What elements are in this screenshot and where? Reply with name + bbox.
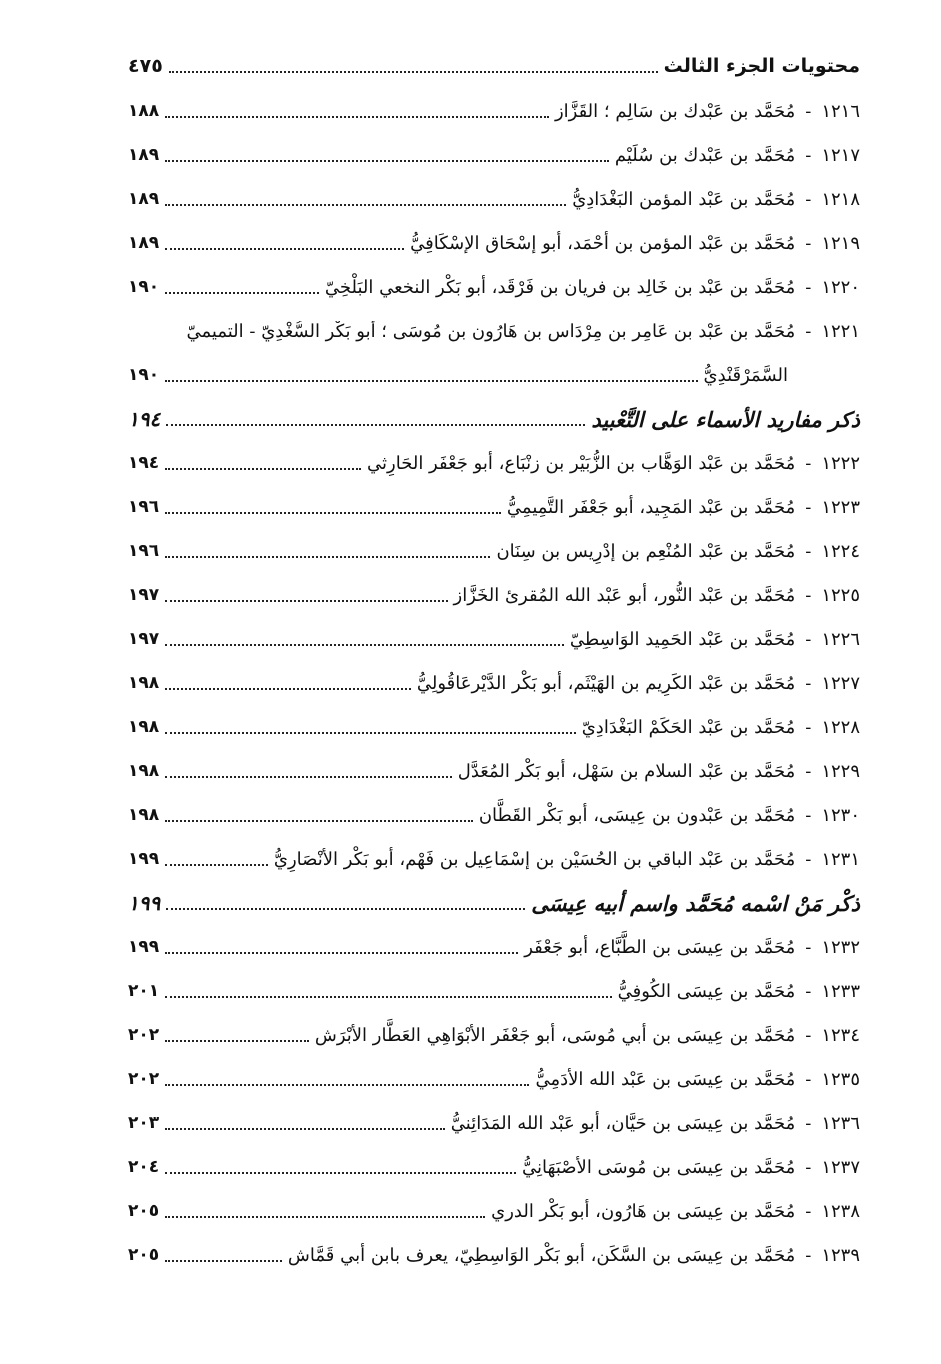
entry-number: ١٢٢٠	[821, 276, 860, 298]
toc-entry: ١٢١٨ - مُحَمَّد بن عَبْد المؤمن البَغْدَادِيُّ ١٨٩	[128, 188, 860, 210]
toc-entry: ١٢١٦ - مُحَمَّد بن عَبْدك بن سَالِم ؛ القَزَّاز ١٨٨	[128, 100, 860, 122]
entry-name-line2: السَّمَرْقَنْدِيُّ	[703, 364, 788, 386]
header-page-number: ٤٧٥	[128, 55, 163, 77]
dot-leader	[166, 424, 585, 426]
entry-page: ١٩٠	[128, 277, 160, 297]
toc-entry: ١٢٢٨ - مُحَمَّد بن عَبْد الحَكَمْ البَغْدَادِيّ ١٩٨	[128, 716, 860, 738]
section-heading	[128, 397, 860, 441]
section-page: ١٩٩	[128, 891, 161, 915]
entry-name: مُحَمَّد بن عِيسَى بن أبي مُوسَى، أبو جَعْفَر الأبْوَاهِي العَطَّار الأبْرَش	[314, 1024, 796, 1046]
dot-leader	[165, 556, 490, 558]
entry-name: مُحَمَّد بن عَبْد النُّور، أبو عَبْد الله المُقرئ الخَزَّاز	[453, 584, 796, 606]
entry-name: مُحَمَّد بن عَبْد السلام بن سَهْل، أبو بَكْر المُعَدَّل	[457, 760, 796, 782]
entry-name: مُحَمَّد بن عِيسَى بن حَيَّان، أبو عَبْد الله المَدَائِنيُّ	[450, 1112, 796, 1134]
dot-leader	[165, 292, 319, 294]
dot-leader	[165, 116, 549, 118]
entry-number: ١٢٢٥	[821, 584, 860, 606]
entry-name: مُحَمَّد بن عِيسَى بن السَّكَن، أبو بَكْر الوَاسِطِيّ، يعرف بابن أبي قَمَّاش	[287, 1244, 796, 1266]
entry-name: مُحَمَّد بن عَبْد المؤمن بن أحْمَد، أبو إسْحَاق الإسْكَافِيُّ	[410, 232, 796, 254]
entry-page: ٢٠٥	[128, 1245, 160, 1265]
toc-entry: ١٢٣٧ - مُحَمَّد بن عِيسَى بن مُوسَى الأصْبَهَانِيُّ ٢٠٤	[128, 1156, 860, 1178]
entry-page: ٢٠٥	[128, 1201, 160, 1221]
toc-entry: ١٢٢٧ - مُحَمَّد بن عَبْد الكَرِيم بن الهَيْثَم، أبو بَكْر الدَّيْرعَاقُولِيُّ ١٩٨	[128, 672, 860, 694]
entry-page: ١٩٨	[128, 805, 160, 825]
entry-name: مُحَمَّد بن عَبْدون بن عِيسَى، أبو بَكْر القَطَّان	[478, 804, 796, 826]
entry-name: مُحَمَّد بن عَبْد الباقي بن الحُسَيْن بن إسْمَاعِيل بن فَهْم، أبو بَكْر الأنْصَارِيُّ	[273, 848, 796, 870]
entry-name: مُحَمَّد بن عَبْد بن خَالِد بن فريان بن فَرْقَد، أبو بَكْر النخعي البَلْخِيّ	[324, 276, 796, 298]
entry-number: ١٢٢٨	[821, 716, 860, 738]
entry-name: مُحَمَّد بن عَبْد المُنْعِم بن إدْرِيس بن سِنَان	[496, 540, 796, 562]
dot-leader	[165, 776, 452, 778]
dot-leader	[165, 1216, 485, 1218]
entry-page: ٢٠٢	[128, 1069, 160, 1089]
entry-name: مُحَمَّد بن عِيسَى بن عَبْد الله الأدَمِيُّ	[535, 1068, 796, 1090]
entry-number: ١٢٣٠	[821, 804, 860, 826]
entry-page: ١٩٦	[128, 497, 160, 517]
entry-page: ١٩٨	[128, 717, 160, 737]
entry-number: ١٢١٧	[821, 144, 860, 166]
entry-name: مُحَمَّد بن عَبْدك بن سُلَيْم	[614, 144, 796, 166]
toc-entry: ١٢٢٦ - مُحَمَّد بن عَبْد الحَمِيد الوَاسِطِيّ ١٩٧	[128, 628, 860, 650]
toc-entry: ١٢١٩ - مُحَمَّد بن عَبْد المؤمن بن أحْمَد، أبو إسْحَاق الإسْكَافِيُّ ١٨٩	[128, 232, 860, 254]
running-header	[128, 44, 860, 89]
toc-entry: ١٢٢٣ - مُحَمَّد بن عَبْد المَجِيد، أبو جَعْفَر التَّمِيمِيُّ ١٩٦	[128, 496, 860, 518]
dot-leader	[165, 644, 564, 646]
dot-leader	[165, 1128, 445, 1130]
header-title: محتويات الجزء الثالث	[663, 55, 860, 77]
entry-number: ١٢٣٨	[821, 1200, 860, 1222]
entry-page: ٢٠٤	[128, 1157, 160, 1177]
entry-page: ١٨٩	[128, 233, 160, 253]
dot-leader	[165, 204, 566, 206]
dot-leader	[165, 600, 447, 602]
entry-page: ١٩٨	[128, 673, 160, 693]
dot-leader	[165, 160, 609, 162]
toc-entry: ١٢٣٩ - مُحَمَّد بن عِيسَى بن السَّكَن، أبو بَكْر الوَاسِطِيّ، يعرف بابن أبي قَمَّاش ٢٠٥	[128, 1244, 860, 1266]
toc-page	[128, 44, 860, 1277]
toc-entry-continuation	[128, 353, 860, 397]
entry-name-line1: مُحَمَّد بن عَبْد بن عَامِر بن مِرْدَاس بن هَارُون بن مُوسَى ؛ أبو بَكْر السُّغْدِيّ - التميميّ	[186, 320, 796, 342]
entry-page: ١٩٨	[128, 761, 160, 781]
entry-name: مُحَمَّد بن عَبْد الوَهَّاب بن الزُّبَيْر بن زنْبَاع، أبو جَعْفَر الحَارِثي	[367, 452, 796, 474]
entry-number: ١٢٢٦	[821, 628, 860, 650]
entry-number: ١٢٣٤	[821, 1024, 860, 1046]
dot-leader	[165, 1172, 516, 1174]
entry-page: ١٩٧	[128, 629, 160, 649]
toc-entry: ١٢٣٢ - مُحَمَّد بن عِيسَى بن الطَّبَّاع، أبو جَعْفَر ١٩٩	[128, 936, 860, 958]
entry-page: ١٩٤	[128, 453, 160, 473]
entry-name: مُحَمَّد بن عَبْد الحَمِيد الوَاسِطِيّ	[569, 628, 796, 650]
entry-page: ٢٠٢	[128, 1025, 160, 1045]
section-heading	[128, 881, 860, 925]
section-title: ذكر مفاريد الأسماء على التَّعْبيد	[591, 406, 860, 432]
entry-page: ١٩٩	[128, 937, 160, 957]
toc-entry: ١٢٣١ - مُحَمَّد بن عَبْد الباقي بن الحُسَيْن بن إسْمَاعِيل بن فَهْم، أبو بَكْر الأنْصَارِيُّ ١٩٩	[128, 848, 860, 870]
toc-entry: ١٢٣٨ - مُحَمَّد بن عِيسَى بن هَارُون، أبو بَكْر الدري ٢٠٥	[128, 1200, 860, 1222]
entry-page: ١٩٦	[128, 541, 160, 561]
entry-number: ١٢٣٦	[821, 1112, 860, 1134]
entry-name: مُحَمَّد بن عَبْد المؤمن البَغْدَادِيُّ	[572, 188, 796, 210]
entry-number: ١٢١٩	[821, 232, 860, 254]
dot-leader	[165, 820, 473, 822]
entry-page: ١٨٨	[128, 101, 160, 121]
toc-entry: ١٢١٧ - مُحَمَّد بن عَبْدك بن سُلَيْم ١٨٩	[128, 144, 860, 166]
entry-number: ١٢٣٩	[821, 1244, 860, 1266]
toc-entry: ١٢٢٩ - مُحَمَّد بن عَبْد السلام بن سَهْل، أبو بَكْر المُعَدَّل ١٩٨	[128, 760, 860, 782]
entry-name: مُحَمَّد بن عِيسَى الكُوفِيُّ	[617, 980, 796, 1002]
toc-entry: ١٢٣٥ - مُحَمَّد بن عِيسَى بن عَبْد الله الأدَمِيُّ ٢٠٢	[128, 1068, 860, 1090]
entry-page: ١٩٩	[128, 849, 160, 869]
dot-leader	[169, 71, 658, 73]
entry-number: ١٢٣٧	[821, 1156, 860, 1178]
entry-number: ١٢٣١	[821, 848, 860, 870]
entry-number: ١٢٣٥	[821, 1068, 860, 1090]
entry-number: ١٢٢٤	[821, 540, 860, 562]
dot-leader	[165, 688, 411, 690]
entry-name: مُحَمَّد بن عِيسَى بن الطَّبَّاع، أبو جَعْفَر	[524, 936, 796, 958]
entry-number: ١٢٢١	[821, 320, 860, 342]
dot-leader	[166, 908, 525, 910]
dot-leader	[165, 1084, 529, 1086]
dot-leader	[165, 380, 697, 382]
entry-number: ١٢١٨	[821, 188, 860, 210]
entry-page: ١٨٩	[128, 189, 160, 209]
entry-name: مُحَمَّد بن عَبْد المَجِيد، أبو جَعْفَر التَّمِيمِيُّ	[506, 496, 796, 518]
toc-entry: ١٢٣٠ - مُحَمَّد بن عَبْدون بن عِيسَى، أبو بَكْر القَطَّان ١٩٨	[128, 804, 860, 826]
toc-entry: ١٢٢١ - مُحَمَّد بن عَبْد بن عَامِر بن مِرْدَاس بن هَارُون بن مُوسَى ؛ أبو بَكْر السُّغْدِيّ - التميميّ	[186, 320, 860, 342]
entry-name: مُحَمَّد بن عَبْد الكَرِيم بن الهَيْثَم، أبو بَكْر الدَّيْرعَاقُولِيُّ	[416, 672, 796, 694]
entry-number: ١٢٢٧	[821, 672, 860, 694]
entry-page: ١٩٧	[128, 585, 160, 605]
dot-leader	[165, 468, 361, 470]
entry-name: مُحَمَّد بن عِيسَى بن مُوسَى الأصْبَهَانِيُّ	[522, 1156, 796, 1178]
entry-page: ١٨٩	[128, 145, 160, 165]
section-page: ١٩٤	[128, 407, 161, 431]
entry-name: مُحَمَّد بن عِيسَى بن هَارُون، أبو بَكْر الدري	[491, 1200, 796, 1222]
dot-leader	[165, 952, 518, 954]
dot-leader	[165, 996, 612, 998]
toc-entry: ١٢٣٣ - مُحَمَّد بن عِيسَى الكُوفِيُّ ٢٠١	[128, 980, 860, 1002]
entry-number: ١٢٣٣	[821, 980, 860, 1002]
entry-number: ١٢٢٢	[821, 452, 860, 474]
entry-page: ١٩٠	[128, 365, 160, 385]
dot-leader	[165, 732, 576, 734]
toc-entry: ١٢٣٤ - مُحَمَّد بن عِيسَى بن أبي مُوسَى، أبو جَعْفَر الأبْوَاهِي العَطَّار الأبْرَش ٢٠٢	[128, 1024, 860, 1046]
dot-leader	[165, 512, 501, 514]
entry-number: ١٢١٦	[821, 100, 860, 122]
section-title: ذكْر مَنْ اسْمه مُحَمَّد واسم أبيه عِيسَى	[531, 890, 860, 916]
toc-entry: ١٢٣٦ - مُحَمَّد بن عِيسَى بن حَيَّان، أبو عَبْد الله المَدَائِنيُّ ٢٠٣	[128, 1112, 860, 1134]
entry-name: مُحَمَّد بن عَبْدك بن سَالِم ؛ القَزَّاز	[554, 100, 796, 122]
dot-leader	[165, 864, 268, 866]
dot-leader	[165, 248, 404, 250]
dot-leader	[165, 1260, 282, 1262]
entry-number: ١٢٣٢	[821, 936, 860, 958]
entry-name: مُحَمَّد بن عَبْد الحَكَمْ البَغْدَادِيّ	[581, 716, 796, 738]
toc-entry: ١٢٢٢ - مُحَمَّد بن عَبْد الوَهَّاب بن الزُّبَيْر بن زنْبَاع، أبو جَعْفَر الحَارِثي ١٩٤	[128, 452, 860, 474]
entry-page: ٢٠١	[128, 981, 160, 1001]
toc-entry: ١٢٢٤ - مُحَمَّد بن عَبْد المُنْعِم بن إدْرِيس بن سِنَان ١٩٦	[128, 540, 860, 562]
entry-number: ١٢٢٩	[821, 760, 860, 782]
dot-leader	[165, 1040, 309, 1042]
toc-entry: ١٢٢٥ - مُحَمَّد بن عَبْد النُّور، أبو عَبْد الله المُقرئ الخَزَّاز ١٩٧	[128, 584, 860, 606]
entry-number: ١٢٢٣	[821, 496, 860, 518]
entry-page: ٢٠٣	[128, 1113, 160, 1133]
toc-entry: ١٢٢٠ - مُحَمَّد بن عَبْد بن خَالِد بن فريان بن فَرْقَد، أبو بَكْر النخعي البَلْخِيّ ١٩٠	[128, 276, 860, 298]
